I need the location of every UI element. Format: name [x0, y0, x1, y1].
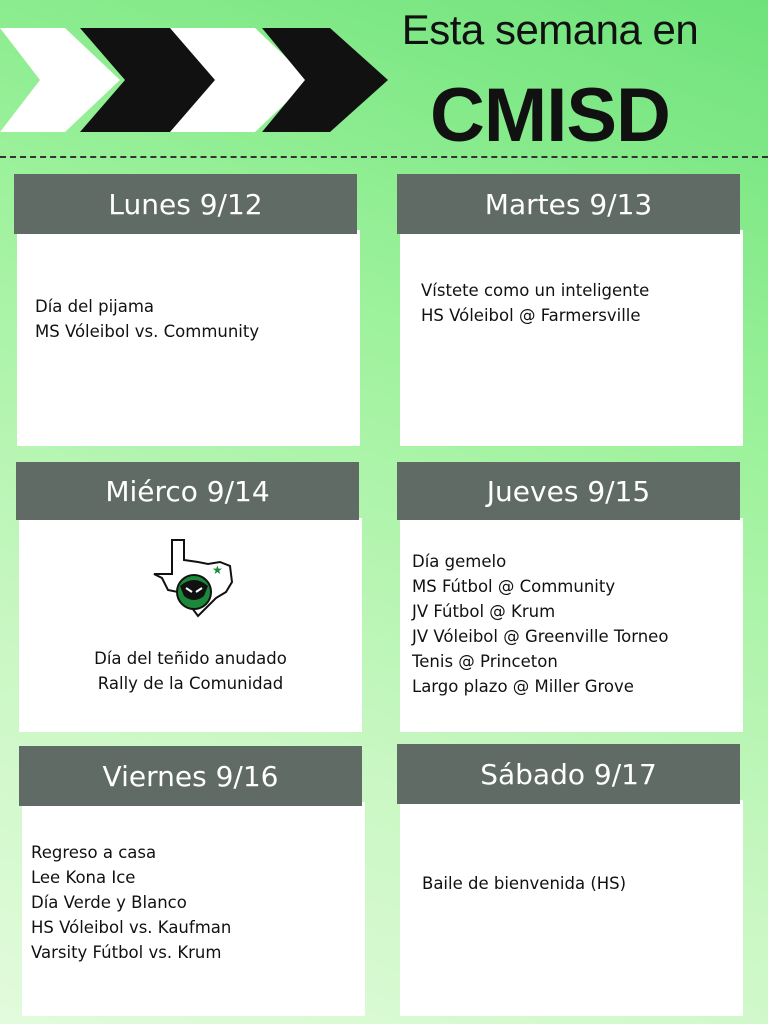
list-item: JV Fútbol @ Krum: [412, 602, 556, 621]
dashed-divider: [0, 156, 768, 158]
list-item: Día del teñido anudado: [94, 649, 287, 668]
list-item: HS Vóleibol vs. Kaufman: [31, 918, 232, 937]
list-item: Tenis @ Princeton: [412, 652, 558, 671]
list-item: Rally de la Comunidad: [97, 674, 284, 693]
day-title: Martes 9/13: [397, 174, 740, 234]
day-items: [412, 549, 668, 699]
list-item: MS Fútbol @ Community: [412, 577, 616, 596]
list-item: Día del pijama: [35, 297, 155, 316]
day-title: Miérco 9/14: [16, 462, 359, 520]
texas-wildcat-logo: [150, 538, 236, 618]
day-title: Viernes 9/16: [19, 746, 362, 806]
star-icon: ★: [212, 563, 223, 577]
list-item: HS Vóleibol @ Farmersville: [421, 306, 641, 325]
list-item: JV Vóleibol @ Greenville Torneo: [412, 627, 669, 646]
list-item: Lee Kona Ice: [31, 868, 136, 887]
day-items: [35, 294, 259, 344]
list-item: MS Vóleibol vs. Community: [35, 322, 260, 341]
day-title: Lunes 9/12: [14, 174, 357, 234]
day-items: [31, 840, 231, 965]
list-item: Vístete como un inteligente: [421, 281, 650, 300]
day-title: Jueves 9/15: [397, 462, 740, 520]
list-item: Varsity Fútbol vs. Krum: [31, 943, 222, 962]
day-items: [422, 871, 626, 896]
list-item: Día gemelo: [412, 552, 507, 571]
list-item: Baile de bienvenida (HS): [422, 874, 627, 893]
list-item: Regreso a casa: [31, 843, 157, 862]
header-title: CMISD: [430, 73, 670, 158]
chevron-arrows-decoration: [0, 0, 400, 150]
header-subtitle: Esta semana en: [401, 6, 699, 53]
list-item: Día Verde y Blanco: [31, 893, 187, 912]
day-title: Sábado 9/17: [397, 744, 740, 804]
list-item: Largo plazo @ Miller Grove: [412, 677, 634, 696]
day-items: [19, 646, 362, 696]
day-items: [421, 278, 649, 328]
